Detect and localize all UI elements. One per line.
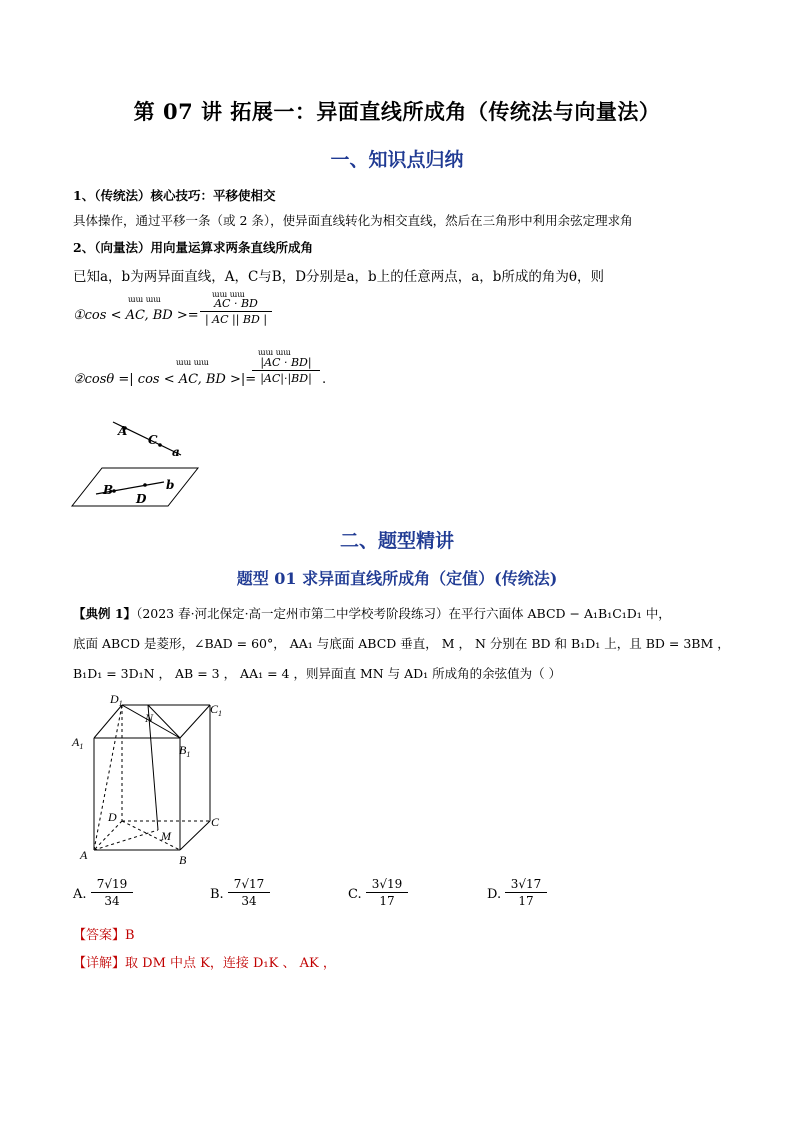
formula-1-lhs: ①cos < AC, BD >= bbox=[73, 308, 199, 323]
option-d-numerator: 3√17 bbox=[510, 877, 542, 891]
answer-line bbox=[73, 924, 135, 943]
question-type-heading: 题型 01 求异面直线所成角（定值）(传统法) bbox=[236, 569, 558, 588]
detail-line bbox=[73, 952, 336, 971]
formula-2-lhs: ②cosθ =| cos < AC, BD >|= bbox=[73, 372, 257, 387]
example-line-3: B₁D₁ = 3D₁N ， AB = 3 ， AA₁ = 4 ，则异面直 MN 与 AD₁ 所成角的余弦值为（ ） bbox=[73, 666, 562, 681]
example-line-1 bbox=[73, 604, 671, 622]
label-B: B bbox=[103, 483, 114, 497]
option-c-label: C. bbox=[348, 887, 362, 902]
label-A: A bbox=[80, 848, 88, 862]
option-c-fraction[interactable] bbox=[366, 877, 408, 908]
knowledge-point-1-detail: 具体操作，通过平移一条（或 2 条），使异面直线转化为相交直线，然后在三角形中利用余弦定理求角 bbox=[73, 213, 633, 228]
label-b: b bbox=[166, 478, 175, 492]
option-d-label: D. bbox=[487, 887, 502, 902]
vector-arrows: ɯɯ ɯɯ bbox=[212, 290, 245, 299]
option-c-numerator: 3√19 bbox=[371, 877, 403, 891]
edge bbox=[180, 821, 210, 850]
option-a-label: A. bbox=[73, 887, 87, 902]
page-title: 第 07 讲 拓展一：异面直线所成角（传统法与向量法） bbox=[133, 99, 661, 124]
detail-tag: 【详解】 bbox=[73, 956, 126, 971]
option-b-denominator: 34 bbox=[241, 894, 257, 908]
fraction-bar bbox=[200, 311, 272, 312]
answer-tag: 【答案】 bbox=[73, 928, 126, 943]
label-D1: $D_1$ bbox=[110, 692, 123, 708]
label-A1: $A_1$ bbox=[72, 735, 84, 751]
label-D: D bbox=[136, 492, 147, 506]
formula-1-denominator: | AC || BD | bbox=[204, 313, 268, 326]
knowledge-point-2-given: 已知a，b为两异面直线，A，C与B，D分别是a，b上的任意两点，a，b所成的角为θ，则 bbox=[73, 269, 605, 285]
vector-arrows: ɯɯ ɯɯ bbox=[176, 358, 209, 367]
formula-2-denominator: |AC|·|BD| bbox=[260, 372, 312, 385]
edge bbox=[180, 705, 210, 738]
edge bbox=[94, 705, 122, 738]
label-N: N bbox=[145, 711, 154, 725]
formula-1-numerator: AC · BD bbox=[214, 297, 258, 310]
option-d-denominator: 17 bbox=[518, 894, 534, 908]
label-C1: $C_1$ bbox=[210, 702, 223, 718]
options-row bbox=[73, 877, 793, 917]
point-C bbox=[158, 443, 162, 447]
knowledge-point-1: 1、（传统法）核心技巧：平移使相交 bbox=[73, 188, 276, 203]
label-a: a bbox=[172, 445, 180, 459]
section-heading-1: 一、知识点归纳 bbox=[330, 149, 464, 171]
detail-text: 取 DM 中点 K，连接 D₁K 、 AK ， bbox=[125, 956, 336, 971]
option-a-denominator: 34 bbox=[104, 894, 120, 908]
label-A: A bbox=[118, 424, 128, 438]
skew-lines-figure bbox=[68, 418, 203, 510]
label-M: M bbox=[161, 829, 171, 843]
formula-2-fraction bbox=[252, 356, 320, 385]
fraction-bar bbox=[505, 892, 547, 893]
fraction-bar bbox=[366, 892, 408, 893]
label-B: B bbox=[179, 853, 187, 867]
label-D: D bbox=[108, 810, 117, 824]
option-a-numerator: 7√19 bbox=[96, 877, 128, 891]
option-a-fraction[interactable] bbox=[91, 877, 133, 908]
option-c-denominator: 17 bbox=[379, 894, 395, 908]
label-B1: $B_1$ bbox=[179, 743, 191, 759]
option-d-fraction[interactable] bbox=[505, 877, 547, 908]
fraction-bar bbox=[228, 892, 270, 893]
parallelepiped-figure bbox=[68, 688, 233, 868]
formula-1-fraction bbox=[200, 297, 272, 326]
example-label: 【典例 1】 bbox=[73, 606, 137, 621]
formula-2-numerator: |AC · BD| bbox=[260, 356, 312, 369]
point-D bbox=[143, 483, 147, 487]
option-b-fraction[interactable] bbox=[228, 877, 270, 908]
answer-value: B bbox=[125, 928, 135, 943]
example-line-2: 底面 ABCD 是菱形，∠BAD = 60°， AA₁ 与底面 ABCD 垂直， M ， N 分别在 BD 和 B₁D₁ 上，且 BD = 3BM ， bbox=[73, 636, 730, 651]
vector-arrows: ɯɯ ɯɯ bbox=[258, 348, 291, 357]
option-b-numerator: 7√17 bbox=[233, 877, 265, 891]
example-text-1: （2023 春·河北保定·高一定州市第二中学校考阶段练习）在平行六面体 ABCD − A₁B₁C₁D₁ 中， bbox=[136, 606, 671, 621]
vector-arrows: ɯɯ ɯɯ bbox=[128, 295, 161, 304]
knowledge-point-2: 2、（向量法）用向量运算求两条直线所成角 bbox=[73, 240, 313, 255]
fraction-bar bbox=[91, 892, 133, 893]
hidden-diagonal-BD bbox=[122, 821, 180, 850]
fraction-bar bbox=[252, 370, 320, 371]
hidden-segment-AD1 bbox=[94, 705, 122, 850]
label-C: C bbox=[148, 433, 158, 447]
option-b-label: B. bbox=[210, 887, 224, 902]
formula-2-end: . bbox=[322, 372, 327, 387]
label-C: C bbox=[211, 815, 220, 829]
section-heading-2: 二、题型精讲 bbox=[339, 530, 454, 552]
